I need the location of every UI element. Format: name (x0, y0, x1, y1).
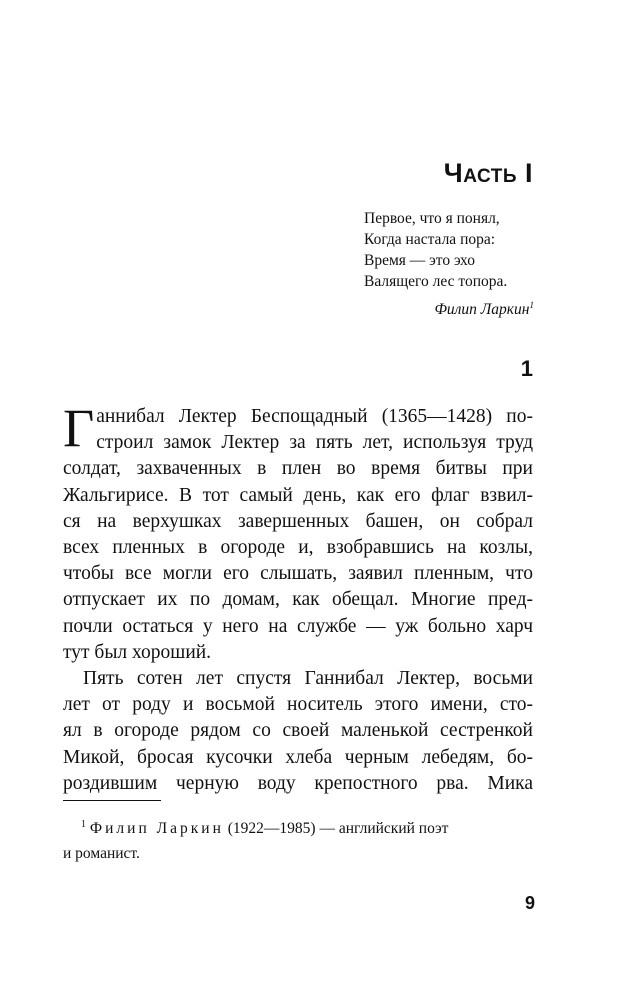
chapter-number: 1 (520, 356, 533, 381)
footnote-reference: 1 (529, 300, 534, 310)
text-line: почли остаться у него на службе — уж больно харч (63, 615, 533, 637)
page-number: 9 (524, 893, 535, 913)
epigraph-line: Время — это эхо (364, 252, 475, 269)
text-line: Пять сотен лет спустя Ганнибал Лектер, восьми (83, 668, 533, 690)
text-line: солдат, захваченных в плен во время битвы при (63, 458, 533, 480)
epigraph-line: Когда настала пора: (364, 231, 496, 248)
footnote-text: (1922—1985) — английский поэт (227, 820, 449, 838)
text-line: всех пленных в огороде и, взобравшись на козлы, (63, 537, 533, 559)
text-line: роздившим черную воду крепостного рва. Мика (63, 772, 533, 794)
part-title: Часть I (443, 158, 533, 188)
text-line: чтобы все могли его слышать, заявил пленным, что (63, 563, 533, 585)
text-line: аннибал Лектер Беспощадный (1365—1428) по- (96, 406, 533, 427)
epigraph-author-name: Филип Ларкин (434, 301, 530, 319)
text-line: строил замок Лектер за пять лет, используя труд (96, 432, 533, 454)
drop-cap: Г (63, 398, 95, 458)
chapter-text (63, 398, 533, 797)
footnote-marker: 1 (81, 819, 86, 830)
epigraph-author (364, 295, 534, 320)
text-line: ял в огороде рядом со своей маленькой сестренкой (63, 720, 533, 742)
text-line: отпускает их по домам, как обещал. Многие пред- (63, 589, 533, 611)
epigraph-line: Валящего лес топора. (364, 273, 508, 290)
epigraph-line: Первое, что я понял, (364, 210, 500, 227)
text-line: тут был хороший. (63, 641, 212, 663)
footnote-line: и романист. (63, 845, 140, 863)
text-line: ся на верхушках завершенных башен, он собрал (63, 510, 533, 532)
epigraph (364, 208, 564, 320)
footnote-line (63, 812, 533, 841)
footnote (63, 812, 533, 866)
text-line: Микой, бросая кусочки хлеба черным лебедям, бо- (63, 746, 533, 768)
footnote-separator (63, 800, 161, 801)
footnote-name: Филип Ларкин (89, 820, 224, 838)
text-line: Жальгирисе. В тот самый день, как его флаг взвил- (63, 484, 533, 506)
text-line: лет от роду и восьмой носитель этого имени, сто- (63, 694, 533, 716)
